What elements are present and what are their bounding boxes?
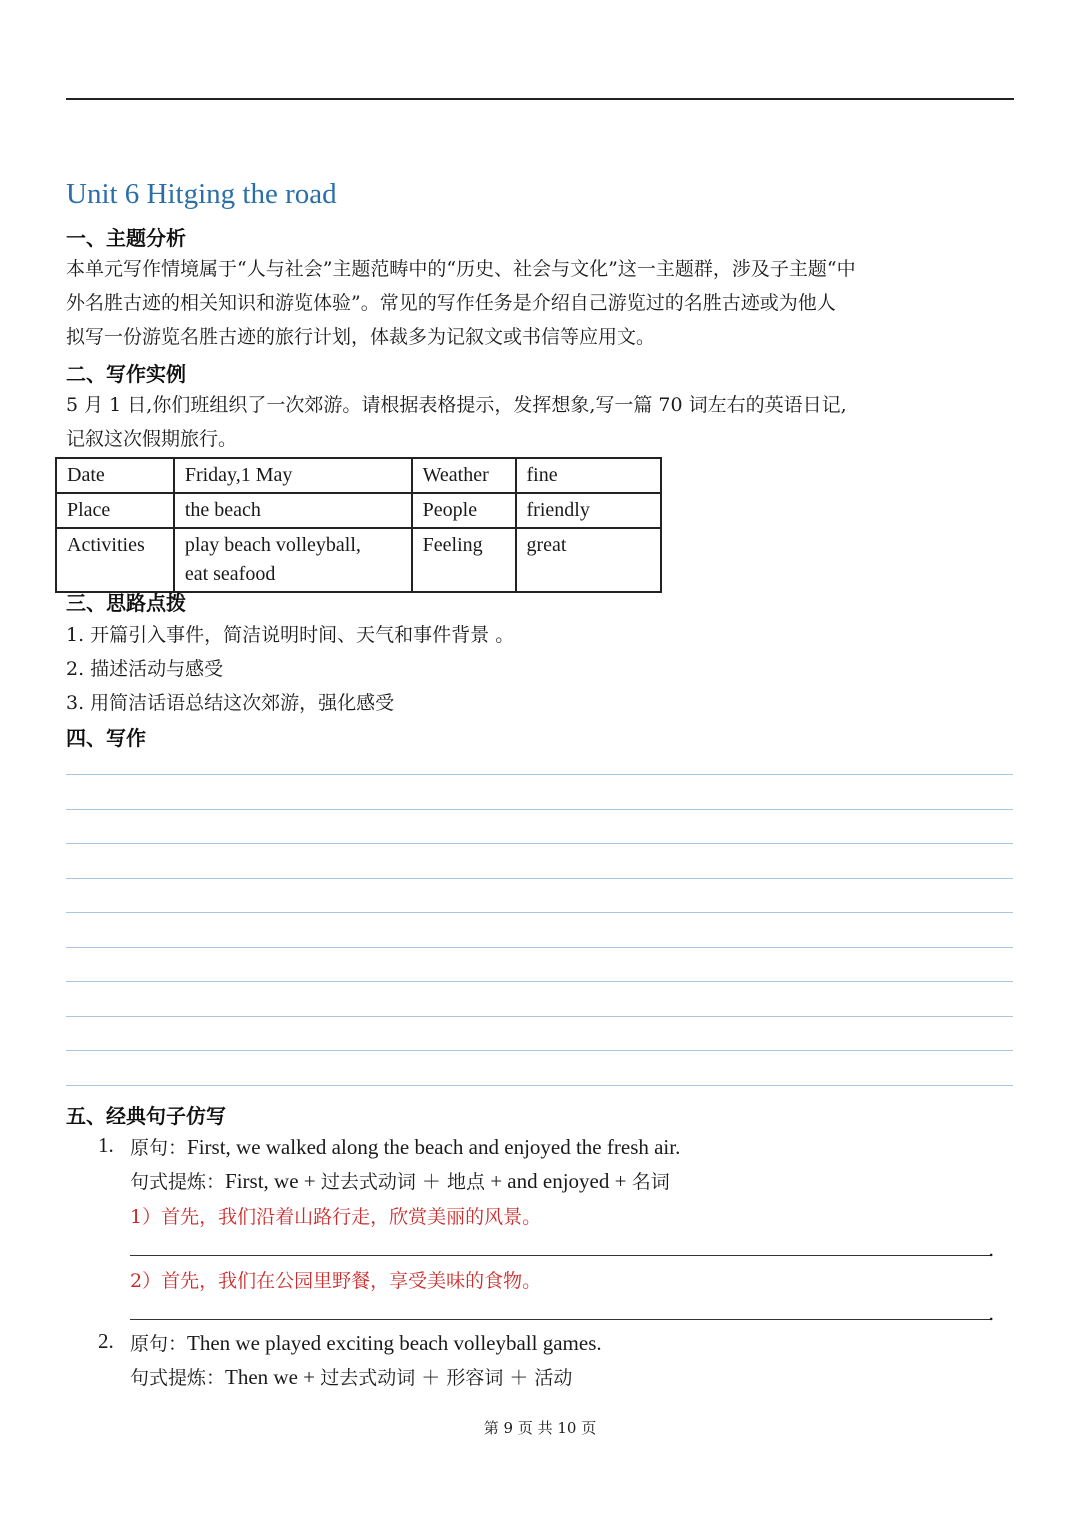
table-cell (174, 528, 412, 592)
example-line: 记叙这次假期旅行。 (66, 428, 238, 450)
theme-line: 拟写一份游览名胜古迹的旅行计划，体裁多为记叙文或书信等应用文。 (66, 326, 656, 348)
pattern-cn: 名词 (631, 1171, 670, 1193)
sentence-pattern (130, 1167, 670, 1194)
table-row (56, 528, 661, 592)
table-cell: Activities (56, 528, 174, 592)
writing-line[interactable] (66, 809, 1013, 810)
unit-title: Unit 6 Hitging the road (66, 178, 337, 210)
table-cell: Date (56, 458, 174, 493)
table-cell: friendly (516, 493, 661, 528)
table-cell: People (412, 493, 516, 528)
question-number: 2. (98, 1329, 114, 1353)
tip-item: 2. 描述活动与感受 (66, 658, 224, 680)
header-rule (66, 98, 1014, 100)
theme-line: 外名胜古迹的相关知识和游览体验”。常见的写作任务是介绍自己游览过的名胜古迹或为他人 (66, 292, 836, 314)
original-sentence (130, 1133, 680, 1160)
answer-period: . (988, 1237, 995, 1261)
original-label: 原句： (130, 1137, 188, 1159)
answer-line[interactable] (130, 1319, 992, 1320)
writing-line[interactable] (66, 1085, 1013, 1086)
writing-line[interactable] (66, 774, 1013, 775)
page-footer: 第 9 页 共 10 页 (483, 1419, 597, 1437)
tip-item: 3. 用简洁话语总结这次郊游，强化感受 (66, 692, 395, 714)
original-text: First, we walked along the beach and enjoyed the fresh air. (187, 1135, 681, 1159)
writing-line[interactable] (66, 947, 1013, 948)
original-text: Then we played exciting beach volleyball games. (187, 1331, 602, 1355)
table-cell: great (516, 528, 661, 592)
prompt-table (55, 457, 662, 593)
writing-line[interactable] (66, 912, 1013, 913)
writing-line[interactable] (66, 1016, 1013, 1017)
section-heading-example: 二、写作实例 (66, 362, 186, 386)
example-line: 5 月 1 日,你们班组织了一次郊游。请根据表格提示，发挥想象,写一篇 70 词左右的英语日记, (66, 394, 847, 416)
answer-period: . (988, 1301, 995, 1325)
table-cell: Place (56, 493, 174, 528)
table-cell: Weather (412, 458, 516, 493)
pattern-en: + and enjoyed + (484, 1169, 632, 1193)
translation-task: 1）首先，我们沿着山路行走，欣赏美丽的风景。 (130, 1206, 542, 1228)
theme-paragraph (66, 252, 1016, 354)
writing-line[interactable] (66, 1050, 1013, 1051)
answer-line[interactable] (130, 1255, 992, 1256)
table-row (56, 458, 661, 493)
section-heading-theme: 一、主题分析 (66, 226, 186, 250)
pattern-cn: 过去式动词 ＋ 地点 (320, 1171, 485, 1193)
table-cell: fine (516, 458, 661, 493)
tip-item: 1. 开篇引入事件，简洁说明时间、天气和事件背景 。 (66, 624, 515, 646)
writing-line[interactable] (66, 843, 1013, 844)
section-heading-imitation: 五、经典句子仿写 (66, 1104, 226, 1128)
writing-area[interactable] (66, 774, 1013, 1119)
pattern-en: First, we + (225, 1169, 321, 1193)
theme-line: 本单元写作情境属于“人与社会”主题范畴中的“历史、社会与文化”这一主题群，涉及子主题“中 (66, 258, 856, 280)
pattern-en: Then we + (225, 1365, 321, 1389)
original-label: 原句： (130, 1333, 188, 1355)
pattern-cn: 过去式动词 ＋ 形容词 ＋ 活动 (320, 1367, 573, 1389)
table-row (56, 493, 661, 528)
original-sentence (130, 1329, 602, 1356)
sentence-pattern (130, 1363, 572, 1390)
activities-line-1: play beach volleyball, (184, 534, 361, 556)
translation-task: 2）首先，我们在公园里野餐，享受美味的食物。 (130, 1270, 542, 1292)
pattern-label: 句式提炼： (130, 1367, 226, 1389)
writing-line[interactable] (66, 981, 1013, 982)
section-heading-tips: 三、思路点拨 (66, 591, 186, 615)
example-paragraph (66, 388, 1016, 456)
section-heading-writing: 四、写作 (66, 726, 146, 750)
question-number: 1. (98, 1133, 114, 1157)
writing-line[interactable] (66, 878, 1013, 879)
activities-line-2: eat seafood (184, 563, 276, 585)
table-cell: Friday,1 May (174, 458, 412, 493)
table-cell: Feeling (412, 528, 516, 592)
table-cell: the beach (174, 493, 412, 528)
pattern-label: 句式提炼： (130, 1171, 226, 1193)
